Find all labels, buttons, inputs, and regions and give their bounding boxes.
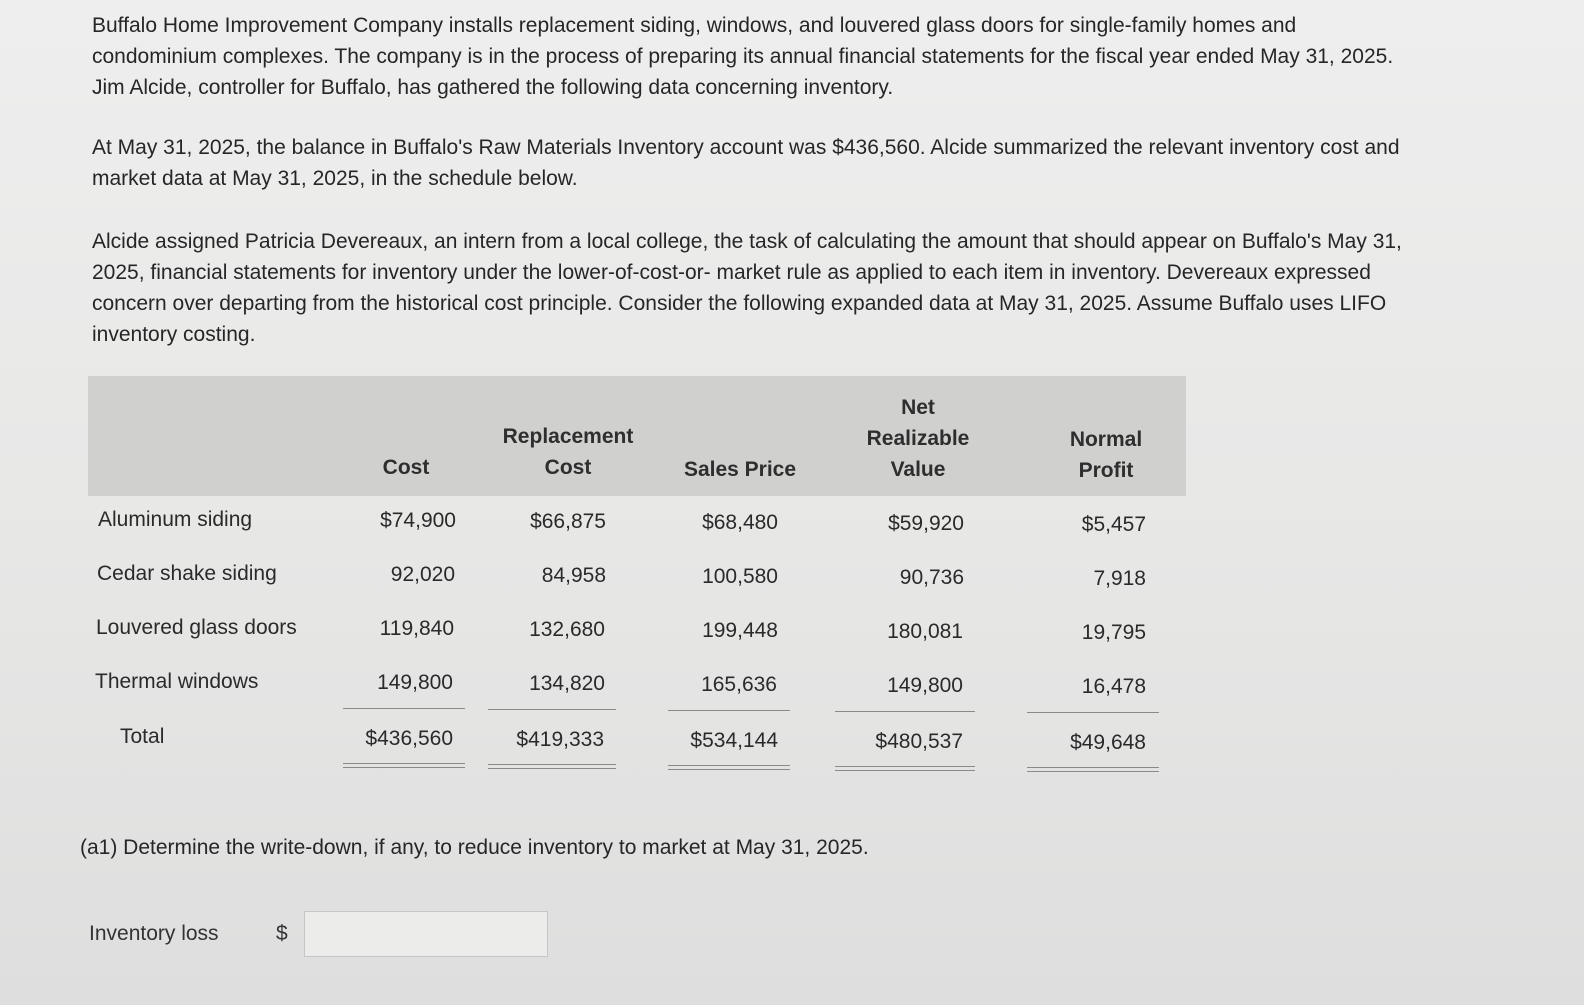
cell-nrv: 149,800 (887, 674, 963, 697)
cell-sales-price: 100,580 (702, 565, 778, 588)
subtotal-rule-sales (668, 710, 790, 711)
cell-normal-profit: 16,478 (1081, 675, 1146, 698)
header-net-realizable-value (848, 392, 988, 485)
cell-normal-profit: 7,918 (1093, 567, 1146, 590)
subtotal-rule-replacement (488, 709, 616, 710)
inventory-loss-input[interactable] (304, 911, 548, 957)
header-profit-line-2: Profit (1078, 459, 1134, 482)
row-label-thermal-windows: Thermal windows (95, 670, 259, 693)
cell-replacement-cost: 84,958 (541, 564, 606, 587)
total-double-rule-sales (668, 765, 790, 770)
cell-replacement-cost: $66,875 (530, 510, 606, 533)
cell-sales-price: 199,448 (702, 619, 778, 642)
row-label-aluminum-siding: Aluminum siding (98, 508, 253, 531)
intro-paragraph-1: Buffalo Home Improvement Company installs replacement siding, windows, and louvered glass doors for single-family homes and condominium complexes. The company is in the process of preparing its annual financial statements for the fiscal year ended May 31, 2025. Jim Alcide, controller for Buffalo, has gathered the following data concerning inventory. (92, 14, 1394, 99)
row-label-total: Total (120, 725, 165, 748)
header-replacement-line-1: Replacement (502, 425, 634, 448)
header-nrv-line-2: Realizable (866, 427, 970, 450)
cell-normal-profit: 19,795 (1081, 621, 1146, 644)
cell-cost: 92,020 (390, 563, 455, 586)
intro-paragraph-2: At May 31, 2025, the balance in Buffalo's Raw Materials Inventory account was $436,560. Alcide summarized the relevant inventory cost and market data at May 31, 2025, in the schedule below. (92, 136, 1400, 190)
total-double-rule-cost (343, 763, 465, 768)
row-label-louvered-glass-doors: Louvered glass doors (96, 616, 297, 639)
cell-cost: 149,800 (377, 671, 453, 694)
subtotal-rule-nrv (835, 711, 975, 712)
cell-nrv: 90,736 (899, 566, 964, 589)
cell-nrv: $59,920 (888, 512, 964, 535)
row-label-cedar-shake-siding: Cedar shake siding (97, 562, 277, 585)
cell-sales-price: $68,480 (702, 511, 778, 534)
total-normal-profit: $49,648 (1070, 731, 1146, 754)
inventory-table (88, 376, 1186, 786)
inventory-loss-label: Inventory loss (89, 922, 219, 945)
header-sales-price (670, 454, 810, 485)
header-sales-line-1: Sales Price (683, 458, 797, 481)
header-normal-profit (1036, 424, 1176, 486)
header-replacement-line-2: Cost (544, 456, 592, 479)
total-double-rule-nrv (835, 766, 975, 771)
total-sales-price: $534,144 (690, 729, 778, 752)
header-cost-line-1: Cost (382, 456, 430, 479)
header-profit-line-1: Normal (1069, 428, 1143, 451)
cell-nrv: 180,081 (887, 620, 963, 643)
intro-paragraph-3: Alcide assigned Patricia Devereaux, an intern from a local college, the task of calculating the amount that should appear on Buffalo's May 31, 2025, financial statements for inventory under the lower-of-cost-or- market rule as applied to each item in inventory. Devereaux expressed concern over departing from the historical cost principle. Consider the following expanded data at May 31, 2025. Assume Buffalo uses LIFO inventory costing. (92, 230, 1402, 346)
total-cost: $436,560 (365, 727, 453, 750)
currency-symbol: $ (276, 922, 288, 945)
cell-cost: $74,900 (380, 509, 456, 532)
cell-cost: 119,840 (379, 617, 454, 640)
cell-normal-profit: $5,457 (1081, 513, 1146, 536)
subtotal-rule-cost (343, 708, 465, 709)
header-replacement-cost (488, 421, 648, 483)
total-double-rule-profit (1027, 767, 1159, 772)
question-a1: (a1) Determine the write-down, if any, to reduce inventory to market at May 31, 2025. (80, 836, 869, 859)
total-nrv: $480,537 (875, 730, 963, 753)
header-cost (346, 452, 466, 483)
subtotal-rule-profit (1027, 712, 1159, 713)
cell-sales-price: 165,636 (701, 673, 777, 696)
total-replacement-cost: $419,333 (516, 728, 604, 751)
cell-replacement-cost: 134,820 (529, 672, 605, 695)
header-nrv-line-1: Net (901, 396, 935, 419)
cell-replacement-cost: 132,680 (529, 618, 605, 641)
header-nrv-line-3: Value (890, 458, 946, 481)
total-double-rule-replacement (488, 764, 616, 769)
